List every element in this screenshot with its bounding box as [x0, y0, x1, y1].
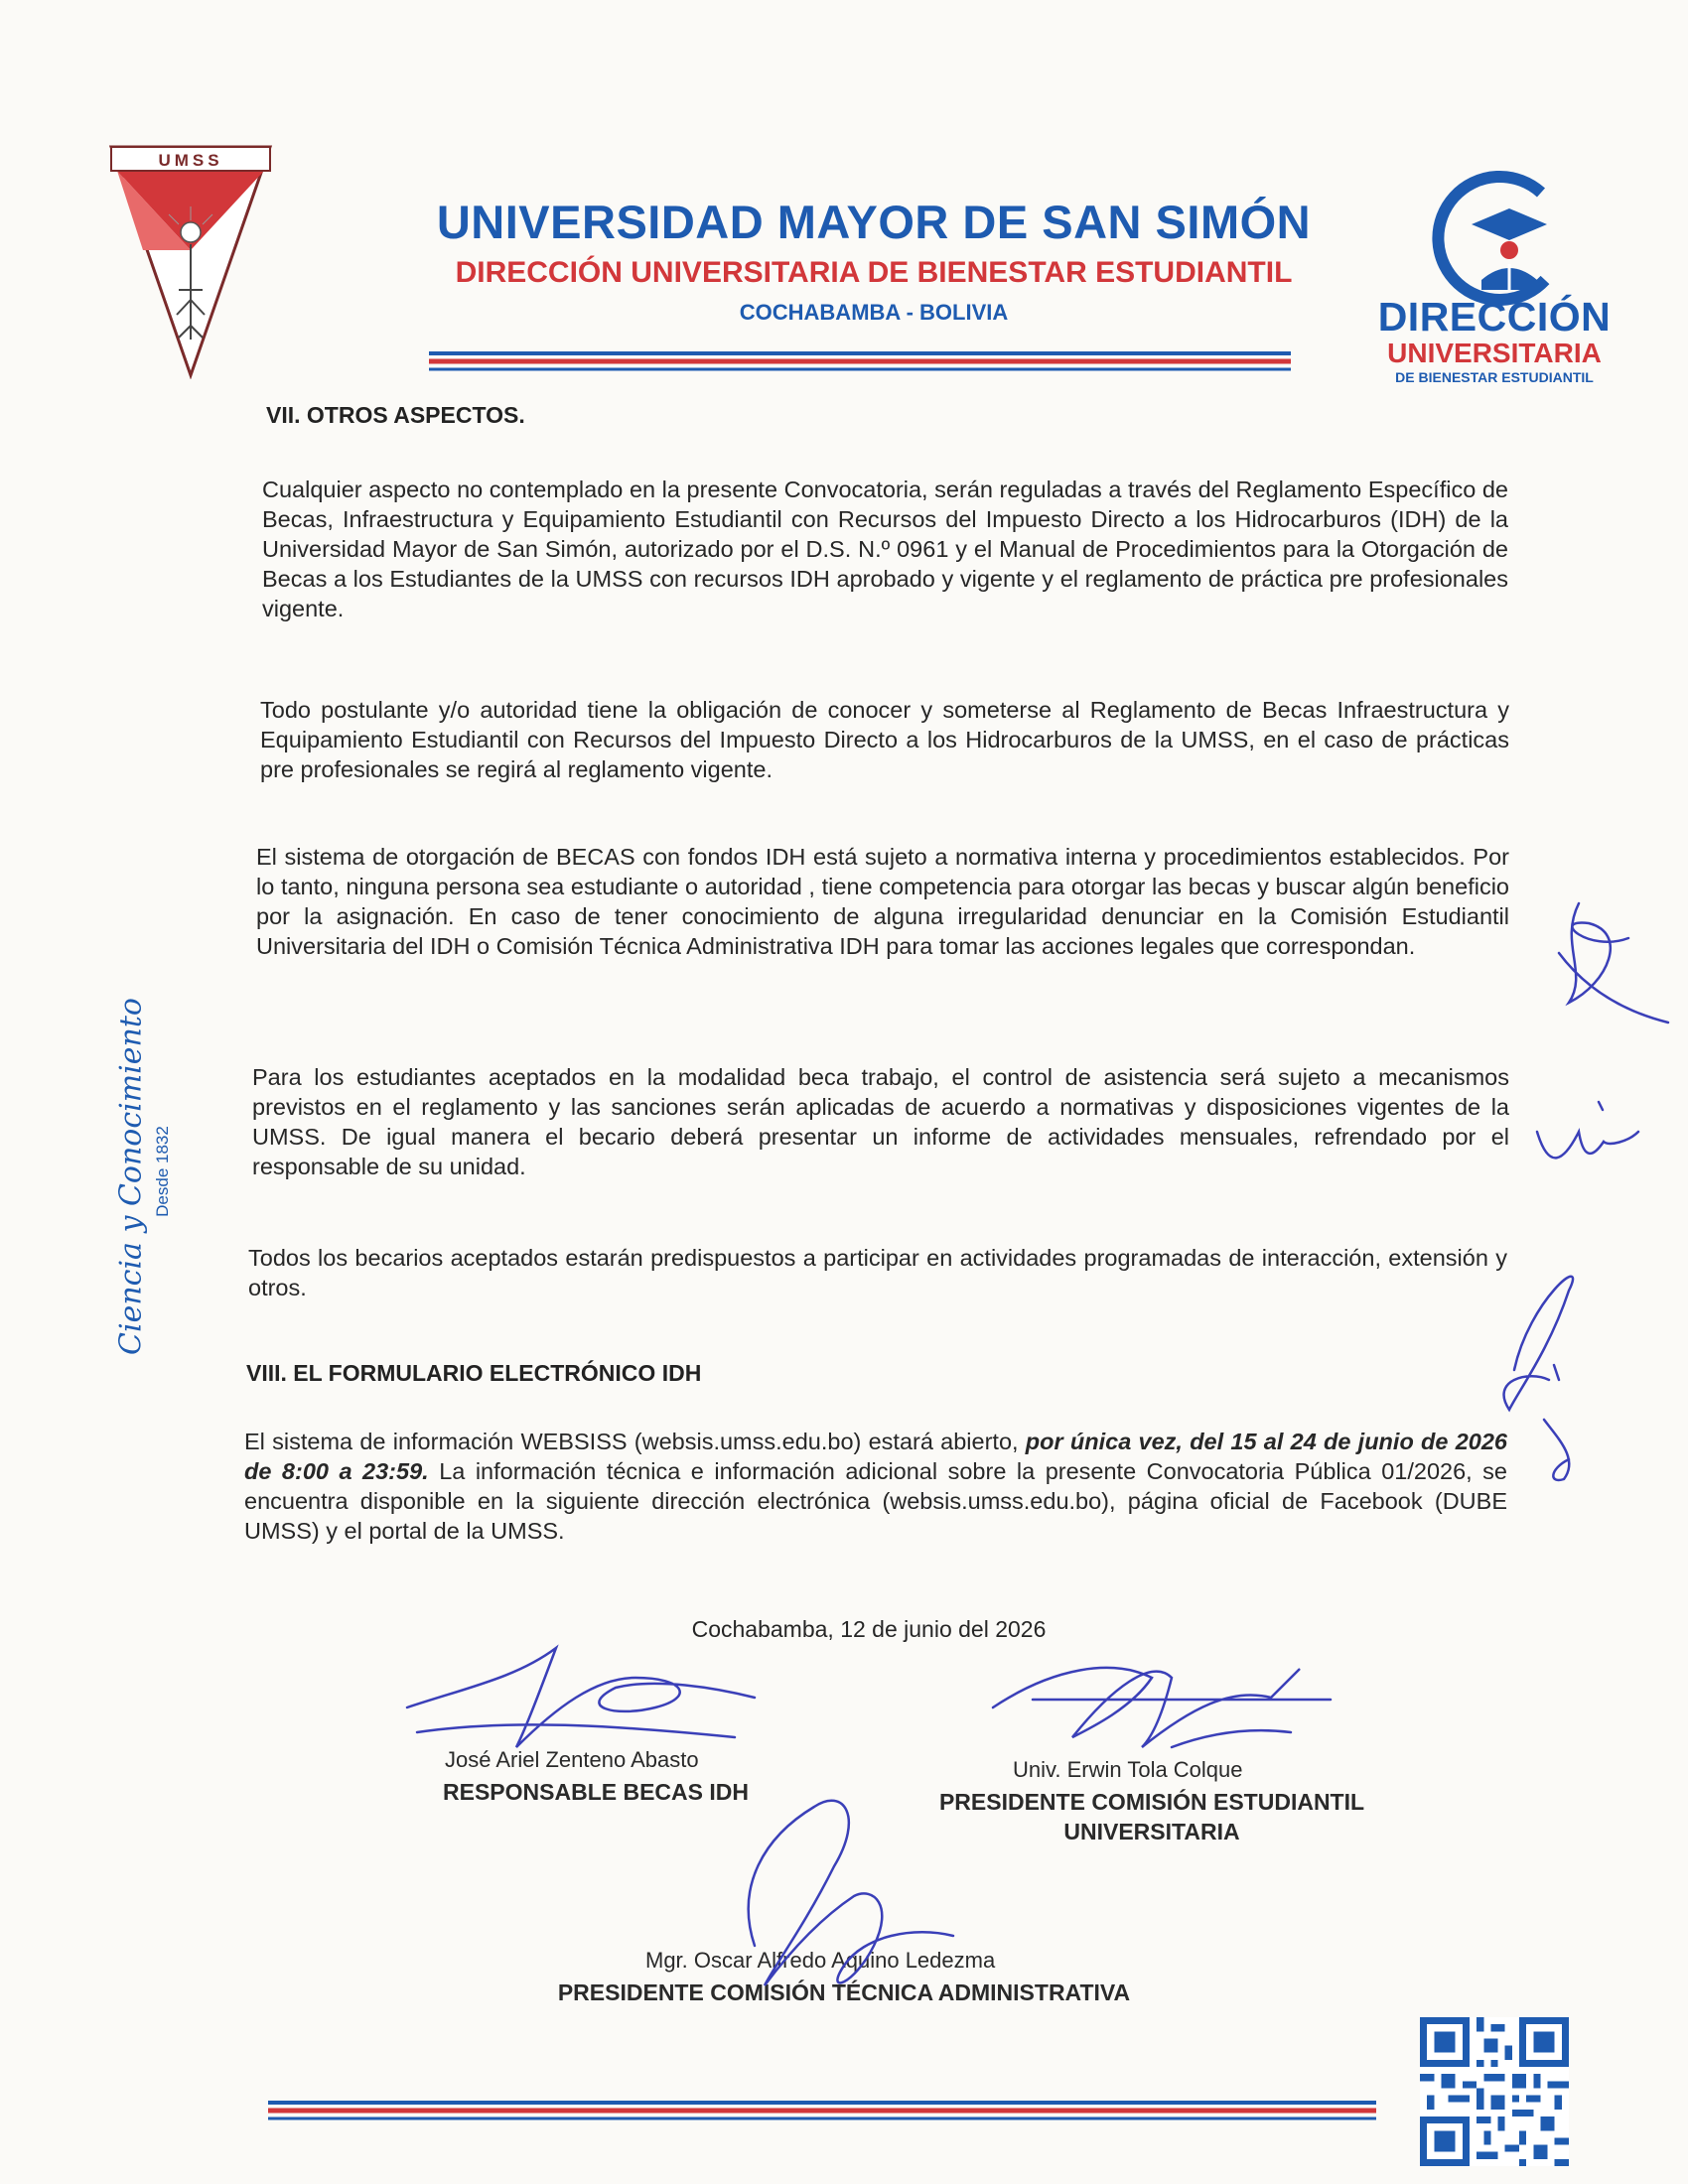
city-label: COCHABAMBA - BOLIVIA [739, 300, 1009, 325]
logo-word-bienestar: DE BIENESTAR ESTUDIANTIL [1395, 369, 1594, 385]
date-line: Cochabamba, 12 de junio del 2026 [691, 1616, 1047, 1642]
formulario-dates-emphasis: por única vez, del 15 al 24 de junio de 2026 de 8:00 a 23:59. [244, 1429, 1507, 1484]
signatory-2-name: Univ. Erwin Tola Colque [1013, 1757, 1243, 1782]
umss-shield-logo [107, 141, 274, 379]
paragraph-normativa: El sistema de otorgación de BECAS con fondos IDH está sujeto a normativa interna y procedimientos establecidos. Por lo tanto, ninguna persona sea estudiante o autoridad , tiene competencia para otorgar las becas y buscar algún beneficio por la asignación. En caso de tener conocimiento de alguna irregularidad denunciar en la Comisión Estudiantil Universitaria del IDH o Comisión Técnica Administrativa IDH para tomar las acciones legales que correspondan. [256, 844, 1509, 959]
margin-initial-4 [1544, 1420, 1569, 1480]
formulario-text-start: El sistema de información WEBSISS (websis.umss.edu.bo) estará abierto, [244, 1429, 1026, 1454]
qr-code-icon [1420, 2017, 1569, 2166]
department-subtitle: DIRECCIÓN UNIVERSITARIA DE BIENESTAR ESTUDIANTIL [455, 256, 1293, 289]
signatory-2-role-line2: UNIVERSITARIA [1063, 1819, 1240, 1844]
university-title: UNIVERSIDAD MAYOR DE SAN SIMÓN [436, 196, 1312, 248]
margin-initial-3 [1504, 1277, 1573, 1410]
signature-1 [407, 1648, 755, 1747]
signatory-2-role: PRESIDENTE COMISIÓN ESTUDIANTIL [938, 1789, 1365, 1815]
footer-divider [268, 2097, 1376, 2126]
margin-initial-1 [1559, 903, 1668, 1023]
paragraph-reglamento: Cualquier aspecto no contemplado en la presente Convocatoria, serán reguladas a través del Reglamento Específico de Becas, Infraestructura y Equipamiento Estudiantil con Recursos del Impuesto Directo a los Hidrocarburos (IDH) de la Universidad Mayor de San Simón, autorizado por el D.S. N.º 0961 y el Manual de Procedimientos para la Otorgación de Becas a los Estudiantes de la UMSS con recursos IDH aprobado y vigente y el reglamento de práctica pre profesionales vigente. [262, 477, 1508, 621]
margin-initial-2 [1537, 1102, 1638, 1158]
motto-since: Desde 1832 [153, 1126, 172, 1217]
header-divider [429, 347, 1291, 377]
signatory-3-role: PRESIDENTE COMISIÓN TÉCNICA ADMINISTRATIVA [557, 1979, 1131, 2005]
section-7-heading: VII. OTROS ASPECTOS. [266, 402, 525, 428]
paragraph-obligacion: Todo postulante y/o autoridad tiene la obligación de conocer y someterse al Reglamento de Becas Infraestructura y Equipamiento Estudiantil con Recursos del Impuesto Directo a los Hidrocarburos de la UMSS, en el caso de prácticas pre profesionales se regirá al reglamento vigente. [260, 697, 1509, 782]
logo-word-universitaria: UNIVERSITARIA [1387, 338, 1602, 368]
signature-2 [993, 1668, 1331, 1747]
umss-logo-text: UMSS [158, 151, 223, 170]
logo-word-direccion: DIRECCIÓN [1377, 294, 1612, 340]
signatory-3-name: Mgr. Oscar Alfredo Aquino Ledezma [645, 1948, 996, 1973]
paragraph-actividades: Todos los becarios aceptados estarán predispuestos a participar en actividades programadas de interacción, extensión y otros. [248, 1245, 1507, 1300]
signatory-1-role: RESPONSABLE BECAS IDH [443, 1779, 749, 1805]
formulario-text-end: La información técnica e información adicional sobre la presente Convocatoria Pública 01/2026, se encuentra disponible en la siguiente dirección electrónica (websis.umss.edu.bo), página oficial de Facebook (DUBE UMSS) y el portal de la UMSS. [244, 1458, 1508, 1544]
motto-text: Ciencia y Conocimiento [113, 998, 149, 1355]
signatory-1-name: José Ariel Zenteno Abasto [445, 1747, 699, 1772]
paragraph-beca-trabajo: Para los estudiantes aceptados en la modalidad beca trabajo, el control de asistencia será sujeto a mecanismos previstos en el reglamento y las sanciones serán aplicadas de acuerdo a normativas y disposiciones vigentes de la UMSS. De igual manera el becario deberá presentar un informe de actividades mensuales, refrendado por el responsable de su unidad. [252, 1064, 1509, 1179]
motto-seal [91, 998, 172, 1355]
paragraph-formulario [244, 1427, 1507, 1546]
section-8-heading: VIII. EL FORMULARIO ELECTRÓNICO IDH [246, 1360, 702, 1386]
